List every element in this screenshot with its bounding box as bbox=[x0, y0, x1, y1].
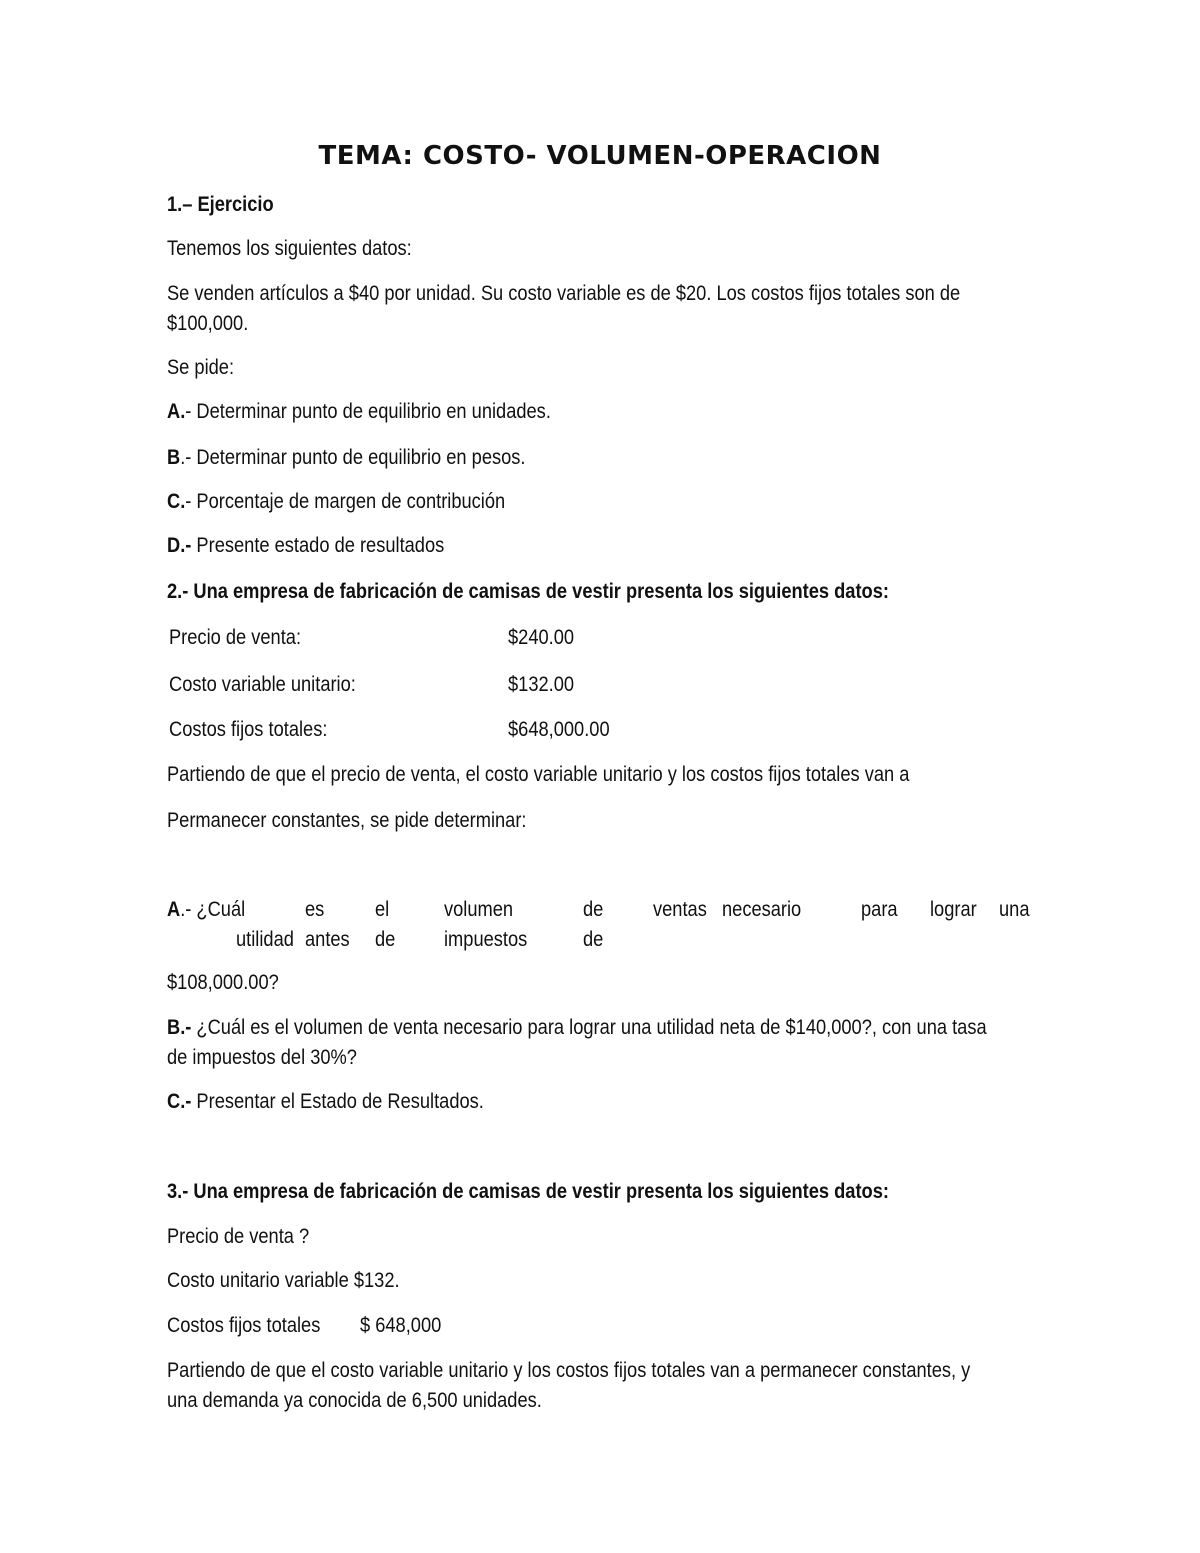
ex2-row-label: Precio de venta: bbox=[169, 626, 302, 649]
ex3-fixed-value: $ 648,000 bbox=[360, 1314, 442, 1337]
item-text: .- Determinar punto de equilibrio en pesos. bbox=[180, 446, 526, 469]
ex2-para1: Partiendo de que el precio de venta, el costo variable unitario y los costos fijos totales van a bbox=[167, 763, 910, 786]
ex3-fixed-label: Costos fijos totales bbox=[167, 1314, 321, 1337]
ex2-qa-word: de bbox=[583, 898, 604, 921]
qb-text: ¿Cuál es el volumen de venta necesario para lograr una utilidad neta de $140,000?, con una tasa bbox=[191, 1016, 987, 1039]
ex1-item-c bbox=[167, 490, 505, 514]
item-letter: D.- bbox=[167, 534, 192, 557]
ex2-row-label: Costo variable unitario: bbox=[169, 673, 356, 696]
ex3-para1: Partiendo de que el costo variable unitario y los costos fijos totales van a permanecer constantes, y bbox=[167, 1359, 971, 1382]
ex1-intro: Tenemos los siguientes datos: bbox=[167, 237, 412, 260]
item-letter: C. bbox=[167, 490, 186, 513]
qa-letter: A bbox=[167, 898, 181, 921]
ex1-line1: Se venden artículos a $40 por unidad. Su costo variable es de $20. Los costos fijos totales son de bbox=[167, 282, 961, 305]
ex2-row-value: $132.00 bbox=[508, 673, 575, 696]
ex2-row-label: Costos fijos totales: bbox=[169, 718, 328, 741]
ex2-qa-word: lograr bbox=[930, 898, 977, 921]
ex1-item-b bbox=[167, 446, 525, 470]
item-text: Presente estado de resultados bbox=[191, 534, 445, 557]
item-letter: B bbox=[167, 446, 181, 469]
ex3-unit-cost: Costo unitario variable $132. bbox=[167, 1269, 400, 1292]
ex2-qa-word: de bbox=[583, 928, 604, 951]
ex2-qb-line1 bbox=[167, 1016, 987, 1040]
ex2-qa-tail: $108,000.00? bbox=[167, 971, 279, 994]
item-text: - Determinar punto de equilibrio en unidades. bbox=[185, 400, 551, 423]
ex2-row-value: $648,000.00 bbox=[508, 718, 610, 741]
ex2-row-value: $240.00 bbox=[508, 626, 575, 649]
page-title: TEMA: COSTO- VOLUMEN-OPERACION bbox=[318, 141, 882, 171]
ex2-qb-line2: de impuestos del 30%? bbox=[167, 1046, 357, 1069]
ex2-qa-word: utilidad bbox=[236, 928, 294, 951]
ex1-item-a bbox=[167, 400, 551, 424]
ex3-price: Precio de venta ? bbox=[167, 1225, 310, 1248]
ex2-qa-word: impuestos bbox=[444, 928, 528, 951]
ex2-qa-word: el bbox=[375, 898, 390, 921]
qc-text: Presentar el Estado de Resultados. bbox=[191, 1090, 484, 1113]
ex2-para2: Permanecer constantes, se pide determinar: bbox=[167, 809, 527, 832]
qc-letter: C.- bbox=[167, 1090, 192, 1113]
ex3-heading: 3.- Una empresa de fabricación de camisas de vestir presenta los siguientes datos: bbox=[167, 1180, 889, 1203]
ex1-item-d bbox=[167, 534, 444, 558]
ex2-qa-word: ventas bbox=[653, 898, 707, 921]
ex2-qa-word: volumen bbox=[444, 898, 514, 921]
ex2-qc bbox=[167, 1090, 484, 1114]
ex2-qa-word: necesario bbox=[722, 898, 802, 921]
qa-word-text: .- ¿Cuál bbox=[180, 898, 246, 921]
ex1-line2: $100,000. bbox=[167, 312, 249, 335]
ex1-heading: 1.– Ejercicio bbox=[167, 193, 274, 216]
item-text: - Porcentaje de margen de contribución bbox=[185, 490, 506, 513]
ex2-qa-word bbox=[167, 898, 245, 922]
item-letter: A. bbox=[167, 400, 186, 423]
ex2-qa-word: de bbox=[375, 928, 396, 951]
ex2-heading: 2.- Una empresa de fabricación de camisas de vestir presenta los siguientes datos: bbox=[167, 580, 889, 603]
qb-letter: B.- bbox=[167, 1016, 192, 1039]
ex3-para2: una demanda ya conocida de 6,500 unidades. bbox=[167, 1389, 542, 1412]
ex1-ask: Se pide: bbox=[167, 356, 235, 379]
ex2-qa-word: una bbox=[999, 898, 1030, 921]
ex2-qa-word: es bbox=[305, 898, 325, 921]
ex2-qa-word: antes bbox=[305, 928, 350, 951]
ex2-qa-word: para bbox=[861, 898, 898, 921]
